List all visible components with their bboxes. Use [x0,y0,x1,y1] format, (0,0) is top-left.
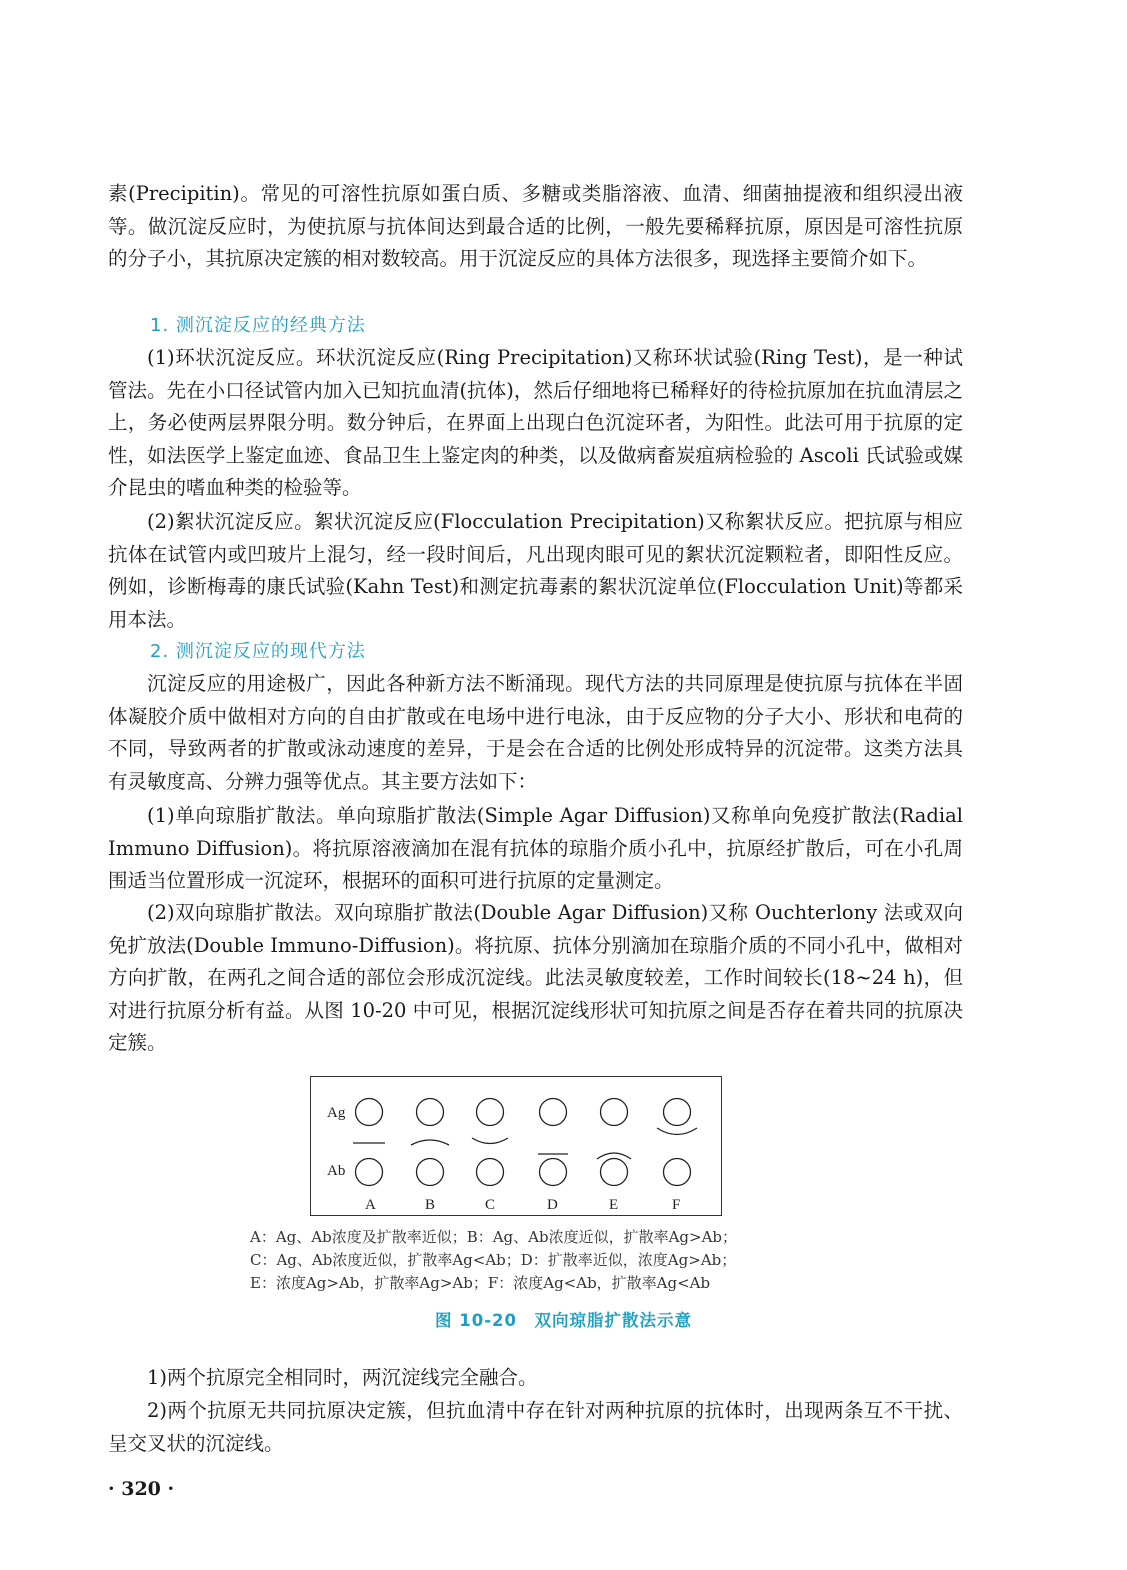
well-ab-a [356,1159,383,1186]
paragraph-double-agar-diffusion: (2)双向琼脂扩散法。双向琼脂扩散法(Double Agar Diffusion)又称 Ouchterlony 法或双向免扩放法(Double Immuno-Diffusion)。将抗原、抗体分别滴加在琼脂介质的不同小孔中，做相对方向扩散，在两孔之间合适的部位会形成沉淀线。此法灵敏度较差，工作时间较长(18~24 h)，但对进行抗原分析有益。从图 10-20 中可见，根据沉淀线形状可知抗原之间是否存在着共同的抗原决定簇。 [108,901,963,1055]
well-ag-a [356,1099,383,1126]
precipitin-line-c [472,1138,508,1144]
diagram-svg [311,1077,723,1217]
paragraph-item-1: 1)两个抗原完全相同时，两沉淀线完全融合。 [147,1366,538,1389]
column-label-c: C [485,1197,496,1213]
column-label-b: B [425,1197,436,1213]
precipitin-line-b [411,1140,449,1145]
row-label-ag: Ag [327,1105,346,1121]
column-label-d: D [547,1197,558,1213]
well-ab-b [417,1159,444,1186]
page-number: · 320 · [108,1478,175,1500]
figure-caption-line-3: E：浓度Ag>Ab，扩散率Ag>Ab；F：浓度Ag<Ab，扩散率Ag<Ab [250,1274,711,1292]
well-ag-d [540,1099,567,1126]
well-ag-e [601,1099,628,1126]
paragraph-item-2: 2)两个抗原无共同抗原决定簇，但抗血清中存在针对两种抗原的抗体时，出现两条互不干扰、呈交叉状的沉淀线。 [108,1399,963,1455]
figure-caption-line-2: C：Ag、Ab浓度近似，扩散率Ag<Ab；D：扩散率近似，浓度Ag>Ab； [250,1251,737,1269]
column-label-a: A [365,1197,376,1213]
paragraph-flocculation: (2)絮状沉淀反应。絮状沉淀反应(Flocculation Precipitation)又称絮状反应。把抗原与相应抗体在试管内或凹玻片上混匀，经一段时间后，凡出现肉眼可见的絮状沉淀颗粒者，即阳性反应。例如，诊断梅毒的康氏试验(Kahn Test)和测定抗毒素的絮状沉淀单位(Flocculation Unit)等都采用本法。 [108,510,963,631]
heading-modern-methods: 2. 测沉淀反应的现代方法 [150,641,366,662]
figure-caption-line-1: A：Ag、Ab浓度及扩散率近似；B：Ag、Ab浓度近似，扩散率Ag>Ab； [250,1228,738,1246]
column-label-f: F [672,1197,681,1213]
paragraph-ring-precipitation: (1)环状沉淀反应。环状沉淀反应(Ring Precipitation)又称环状试验(Ring Test)，是一种试管法。先在小口径试管内加入已知抗血清(抗体)，然后仔细地将已稀释好的待检抗原加在抗血清层之上，务必使两层界限分明。数分钟后，在界面上出现白色沉淀环者，为阳性。此法可用于抗原的定性，如法医学上鉴定血迹、食品卫生上鉴定肉的种类，以及做病畜炭疽病检验的 Ascoli 氏试验或媒介昆虫的嗜血种类的检验等。 [108,346,963,500]
paragraph-simple-agar-diffusion: (1)单向琼脂扩散法。单向琼脂扩散法(Simple Agar Diffusion)又称单向免疫扩散法(Radial Immuno Diffusion)。将抗原溶液滴加在混有抗体的琼脂介质小孔中，抗原经扩散后，可在小孔周围适当位置形成一沉淀环，根据环的面积可进行抗原的定量测定。 [108,804,963,893]
figure-double-diffusion-diagram [310,1076,722,1216]
well-ab-f [664,1159,691,1186]
well-ab-c [477,1159,504,1186]
heading-classic-methods: 1. 测沉淀反应的经典方法 [150,315,366,336]
row-label-ab: Ab [327,1163,346,1179]
well-ag-c [477,1099,504,1126]
well-ag-b [417,1099,444,1126]
well-ab-e [601,1159,628,1186]
paragraph-modern-principle: 沉淀反应的用途极广，因此各种新方法不断涌现。现代方法的共同原理是使抗原与抗体在半固体凝胶介质中做相对方向的自由扩散或在电场中进行电泳，由于反应物的分子大小、形状和电荷的不同，导致两者的扩散或泳动速度的差异，于是会在合适的比例处形成特异的沉淀带。这类方法具有灵敏度高、分辨力强等优点。其主要方法如下： [108,672,963,793]
column-label-e: E [609,1197,619,1213]
well-ag-f [664,1099,691,1126]
figure-title: 图 10-20 双向琼脂扩散法示意 [434,1311,692,1330]
well-ab-d [540,1159,567,1186]
paragraph-intro: 素(Precipitin)。常见的可溶性抗原如蛋白质、多糖或类脂溶液、血清、细菌抽提液和组织浸出液等。做沉淀反应时，为使抗原与抗体间达到最合适的比例，一般先要稀释抗原，原因是可溶性抗原的分子小，其抗原决定簇的相对数较高。用于沉淀反应的具体方法很多，现选择主要简介如下。 [108,182,963,271]
precipitin-line-f [657,1128,697,1135]
